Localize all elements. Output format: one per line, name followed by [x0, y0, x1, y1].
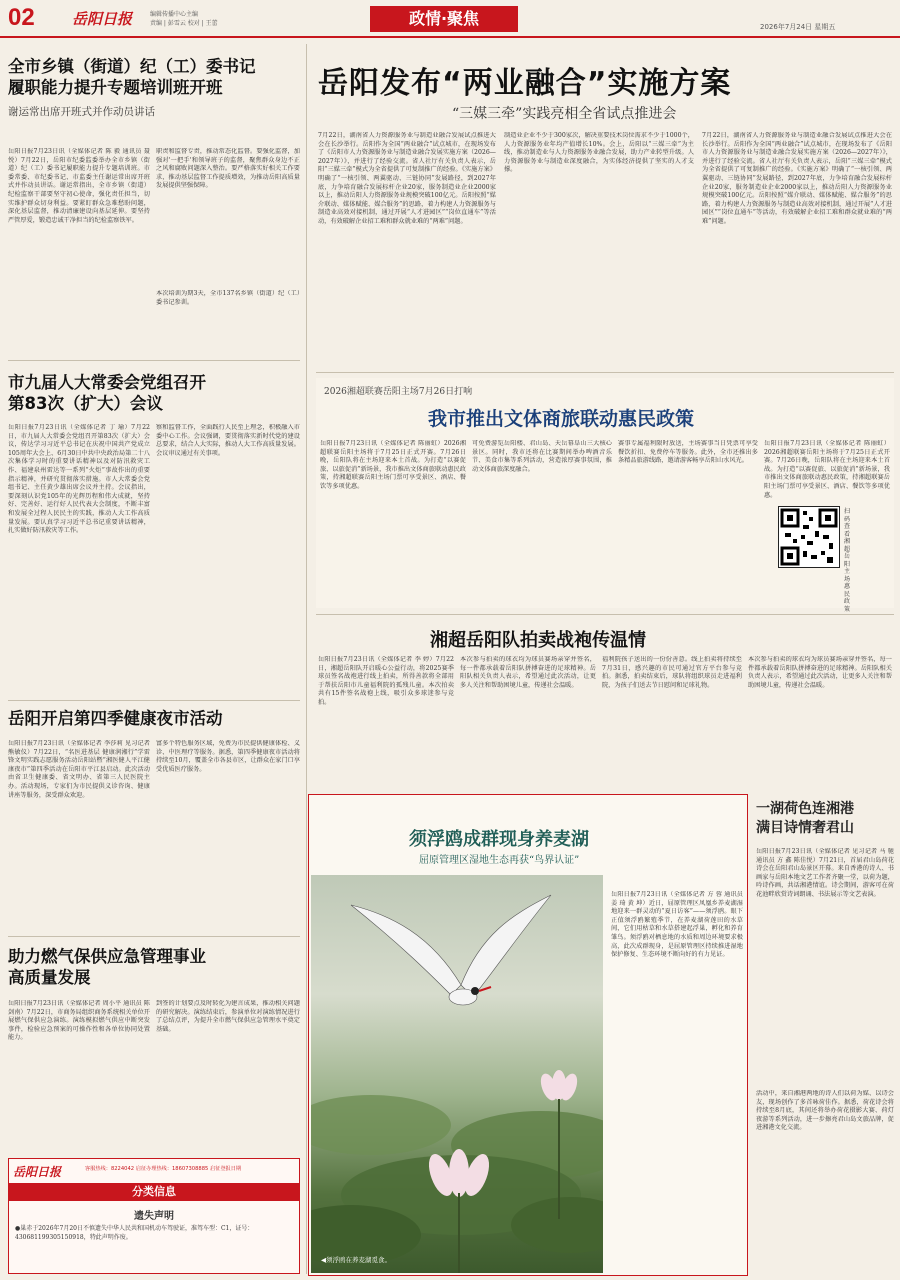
article-title: 湘超岳阳队拍卖战袍传温情 — [430, 630, 646, 651]
article-body: 福利院孩子送出的一份份善意。线上拍卖将持续至7月31日，感兴趣的市民可通过官方平台参与竞拍。据悉，拍卖结束后，球队将组织球员走进福利院，为孩子们送去节日慰问和足球礼物。 — [602, 656, 742, 689]
article-body: 活动中，来自湘港两地的诗人们以荷为媒、以诗会友，现场创作了多首咏荷佳作。据悉，荷花诗会将持续至8月底，其间还将举办荷花摄影大赛、荷灯夜游等系列活动，进一步擦亮君山岛文旅品牌，促进湘港文化交流。 — [756, 1090, 894, 1132]
article-body: 察和监督工作，全面践行人民至上理念，积极融入市委中心工作。会议强调，要贯彻落实新时代党的建设总要求，结合人大实际，推动人大工作高质量发展。会议审议通过有关事项。 — [156, 424, 300, 457]
lost-notice-text: ●巢赤于2026年7月20日不慎遗失中华人民共和国机动车驾驶证，准驾车型：C1，证号：430681199305150918，特此声明作废。 — [15, 1225, 254, 1241]
article-body: 岳阳日报7月23日讯（全媒体记者 见习记者 马 驰 通讯员 方 鑫 陈佳悦）7月21日，首届君山岛荷花诗会在岳阳君山岛景区开幕。来自香港的诗人、书画家与岳阳本地文艺工作者齐聚一堂，以荷为题，吟诗作画，共话湘港情谊。诗会期间，游客可在荷花池畔欣赏诗词朗诵、书法展示等文艺表演。 — [756, 848, 894, 898]
classified-heading: 分类信息 — [132, 1185, 176, 1198]
classified-hotline: 客服热线：8224042 启征办理热线：18607308885 启征登报日期 — [85, 1166, 242, 1172]
article-title: 助力燃气保供应急管理事业 — [8, 947, 206, 966]
article-lotus-poetry — [756, 800, 894, 838]
article-body: 可免费游览岳阳楼、君山岛、天岳幕阜山三大核心景区。同时，我市还将在比赛期间举办啤酒音乐节、美食市集等系列活动，营造浓厚赛事氛围，推动文体商旅深度融合。 — [472, 440, 612, 473]
article-title: 履职能力提升专题培训班开班 — [8, 78, 223, 97]
bird-lotus-illustration — [311, 875, 603, 1273]
article-body: 职责和监督专责，推动常态化监督。要强化监督，加强对'一把手'和领导班子的监督，聚焦群众身边不正之风和腐败问题深入整治。要严格落实好相关工作要求，推动基层监督工作提质增效，为推动岳阳高质量发展提供坚强保障。 — [156, 148, 300, 190]
article-gas-supply — [8, 946, 300, 988]
divider — [316, 372, 894, 373]
article-kicker: 2026湘超联赛岳阳主场7月26日打响 — [324, 387, 473, 397]
article-tourism-policy — [316, 378, 894, 613]
divider — [8, 700, 300, 701]
article-npc-meeting — [8, 372, 300, 414]
lead-body: 7月22日，湖南省人力资源服务业与制造业融合发展试点推进大会在长沙举行。岳阳作为全国“两业融合”试点城市，在现场发布了《岳阳市人力资源服务业与制造业融合发展实施方案（2026—2027年）》，并进行了经验交流。省人社厅有关负责人表示，岳阳“三媒三牵”模式为全省提供了可复制推广的经验。《实施方案》明确了“一核引领、两翼驱动、三链协同”发展路径，到2027年底，力争培育融合发展标杆企业20家，服务制造业企业2000家以上，推动岳阳人力资源服务业规模突破100亿元。岳阳按照“媒介联动、媒体赋能、媒合服务”的思路，着力构建人力资源服务与制造业高效对接机制，通过开展“人才进园区”“岗位直通车”等活动，有效破解企业招工难和群众就业难的“两难”问题。 — [318, 132, 496, 225]
article-title: 高质量发展 — [8, 968, 91, 987]
article-bird-wetland — [308, 794, 748, 1276]
article-title: 市九届人大常委会党组召开 — [8, 373, 206, 392]
article-body: 岳阳日报7月23日讯（全媒体记者 丁 瑜）7月22日，市九届人大常委会党组召开第83次（扩大）会议，传达学习习近平总书记在庆祝中国共产党成立105周年大会上、6月30日中共中央政治局第二十八次集体学习时的重要讲话精神以及对防汛救灾工作、福建泉州雷达等一系列“火炬”事故作出的重要指示精神，并研究贯彻落实措施。市人大常委会党组书记、主任黄少雄出席会议并主持。会议指出，要深刻认识党105年的光辉历程和伟大成就，坚持好、完善好、运行好人民代表大会制度，不断丰富和发展全过程人民民主的实践，推动人大工作高质量发展。要认真学习习近平总书记重要讲话精神，扎实做好防汛救灾等工作。 — [8, 424, 150, 535]
article-body: 本次参与拍卖的球衣均为球员赛场亲穿并签名，每一件都承载着岳阳队拼搏奋进的足球精神。岳阳队相关负责人表示，希望通过此次活动，让更多人关注和帮助困境儿童，传递社会温暖。 — [748, 656, 892, 689]
classified-logo: 岳阳日报 — [13, 1165, 62, 1179]
article-body: 岳阳日报7月23日讯（全媒体记者 陈丽虹）2026湘超联赛岳阳主场将于7月25日正式开赛。7月26日晚，岳阳队将在主场迎来本土首战。为打造“以赛促旅、以旅促消”新场景，我市推出文体商旅联动惠民政策，持湘超联赛岳阳主场门票可享受景区、酒店、餐饮等多项优惠。 — [320, 440, 466, 490]
article-body: 岳阳日报7月23日讯（全媒体记者 陈丽虹）2026湘超联赛岳阳主场将于7月25日正式开赛。7月26日晚，岳阳队将在主场迎来本土首战。为打造“以赛促旅、以旅促消”新场景，我市推出文体商旅联动惠民政策，持湘超联赛岳阳主场门票可享受景区、酒店、餐饮等多项优惠。 — [764, 440, 890, 499]
article-title: 第83次（扩大）会议 — [8, 394, 163, 413]
section-banner: 政情·聚焦 — [370, 6, 518, 32]
column-divider — [306, 44, 307, 1274]
article-body: 赛事专属福利限时放送，主场赛事当日凭票可享受餐饮折扣、免费停车等服务。此外，全市还推出多条精品旅游线路，邀请游客畅享岳阳山水风光。 — [618, 440, 758, 465]
article-body: 到签的计划要点及时转化为建言成果，推动相关问题的研究解决。演练结束后，参演单位对演练情况进行了总结点评，为提升全市燃气保供应急管理水平奠定基础。 — [156, 1000, 300, 1033]
article-title: 我市推出文体商旅联动惠民政策 — [428, 408, 695, 430]
lead-body: 制造业企业不少于300家次，解决重要技术岗位需求不少于1000个，人力资源服务业年均产值增长10%。会上，岳阳以“三媒三牵”为主线，推动制造业与人力资源服务业融合发展，助力产业转型升级。人力资源服务业与制造业深度融合，为实体经济提供了坚实的人才支撑。 — [504, 132, 694, 174]
article-body: 岳阳日报7月23日讯（全媒体记者 李莎莉 见习记者 熊敏仪）7月22日，“名医进基层 健康润湘行”学雷锋文明实践志愿服务活动岳阳站暨“湘医健人平江健康夜市”第四季活动在岳阳市平江县启动。此次活动由省卫生健康委、省文明办、省第三人民医院主办。活动现场，专家们为市民提供义诊咨询、健康讲座等服务，深受群众欢迎。 — [8, 740, 150, 799]
lead-body: 7月22日，湖南省人力资源服务业与制造业融合发展试点推进大会在长沙举行。岳阳作为全国“两业融合”试点城市，在现场发布了《岳阳市人力资源服务业与制造业融合发展实施方案（2026—2027年）》，并进行了经验交流。省人社厅有关负责人表示，岳阳“三媒三牵”模式为全省提供了可复制推广的经验。《实施方案》明确了“一核引领、两翼驱动、三链协同”发展路径，到2027年底，力争培育融合发展标杆企业20家，服务制造业企业2000家以上，推动岳阳人力资源服务业规模突破100亿元。岳阳按照“媒介联动、媒体赋能、媒合服务”的思路，着力构建人力资源服务与制造业高效对接机制，通过开展“人才进园区”“岗位直通车”等活动，有效破解企业招工难和群众就业难的“两难”问题。 — [702, 132, 892, 225]
editors-credit: 编辑传播中心主编 责编 | 彭雪云 校对 | 王蕾 — [150, 11, 218, 27]
article-title: 全市乡镇（街道）纪（工）委书记 — [8, 57, 256, 76]
article-title: 岳阳开启第四季健康夜市活动 — [8, 709, 223, 728]
newspaper-logo: 岳阳日报 — [72, 10, 133, 28]
article-discipline-training — [8, 56, 300, 119]
article-body: 岳阳日报7月23日讯（全媒体记者 李 婷）7月22日，湘超岳阳队开启暖心公益行动，将2025赛季球员签名战袍进行线上拍卖，所得善款将全部用于帮扶岳阳市儿童福利院的孤残儿童。本次拍卖共有15件签名战袍上线，吸引众多球迷参与竞拍。 — [318, 656, 454, 706]
divider — [8, 360, 300, 361]
divider — [8, 936, 300, 937]
article-title: 须浮鸥成群现身养麦湖 — [409, 829, 589, 850]
masthead — [0, 0, 900, 38]
article-body: 岳阳日报7月23日讯（全媒体记者 方 蓉 通讯员 姜 琦 黄 坤）近日，屈原管理区凤凰乡养麦湖湿地迎来一群灵动的“夏日访客”——须浮鸥。眼下正值须浮鸥繁殖季节，在养麦湖荷莲田的水草间，它们用枯草和水草搭建起浮巢，孵化和养育雏鸟。须浮鸥对栖息地的水质和周边环境要求极高，此次成群现身，是屈原管理区持续推进湿地保护修复、生态环境不断向好的有力见证。 — [611, 891, 743, 959]
lead-headline: 岳阳发布“两业融合”实施方案 — [318, 66, 732, 101]
lead-subtitle: “三媒三牵”实践亮相全省试点推进会 — [452, 106, 677, 122]
lost-notice-heading: 遗失声明 — [134, 1211, 174, 1222]
article-body: 本次培训为期3天，全市137名乡镇（街道）纪（工）委书记参训。 — [156, 290, 300, 306]
classified-heading-bar — [9, 1183, 299, 1201]
page-number: 02 — [8, 4, 35, 31]
article-subtitle: 屈原管理区湿地生态再获“鸟界认证” — [419, 855, 580, 866]
article-title: 一湖荷色连湘港 — [756, 801, 854, 817]
article-body: 岳阳日报7月23日讯（全媒体记者 周小平 通讯员 陈剑南）7月22日，市商务局组织商务系统相关单位开展燃气保供应急演练。演练模拟燃气供应中断突发事件，检验应急预案的可操作性和各单位协同处置能力。 — [8, 1000, 150, 1042]
article-body: 富多个特色服务区域，免费为市民提供健康体检、义诊、中医理疗等服务。据悉，第四季健康夜市活动将持续至10月，覆盖全市各县市区，让群众在家门口享受优质医疗服务。 — [156, 740, 300, 773]
bird-photo — [311, 875, 603, 1273]
article-body: 本次参与拍卖的球衣均为球员赛场亲穿并签名，每一件都承载着岳阳队拼搏奋进的足球精神。岳阳队相关负责人表示，希望通过此次活动，让更多人关注和帮助困境儿童，传递社会温暖。 — [460, 656, 596, 689]
qr-caption: 扫码查看湘超岳阳主场惠民政策 — [844, 508, 851, 613]
article-body: 岳阳日报7月23日讯（全媒体记者 陈 毅 通讯员 聂 悦）7月22日，岳阳市纪委监委举办全市乡镇（街道）纪（工）委书记履职能力提升专题培训班。市委常委、市纪委书记、市监委主任谢运常出席开班式并作动员讲话。谢运常指出，全市乡镇（街道）纪检监察干部要坚守初心使命，强化责任担当，切实维护群众切身利益。要紧盯群众急难愁盼问题，深化基层监督，推动清廉建设向基层延伸。要坚持严管厚爱，锻造忠诚干净担当的纪检监察铁军。 — [8, 148, 150, 224]
article-subtitle: 谢运常出席开班式并作动员讲话 — [8, 106, 155, 118]
qr-code[interactable] — [778, 506, 840, 568]
issue-date: 2026年7月24日 星期五 — [760, 23, 836, 31]
qr-code-icon — [779, 507, 839, 567]
article-title: 满目诗情奢君山 — [756, 820, 854, 836]
divider — [316, 614, 894, 615]
photo-caption: ◀须浮鸥在养麦湖觅食。 — [321, 1256, 391, 1264]
classified-section — [8, 1158, 300, 1274]
